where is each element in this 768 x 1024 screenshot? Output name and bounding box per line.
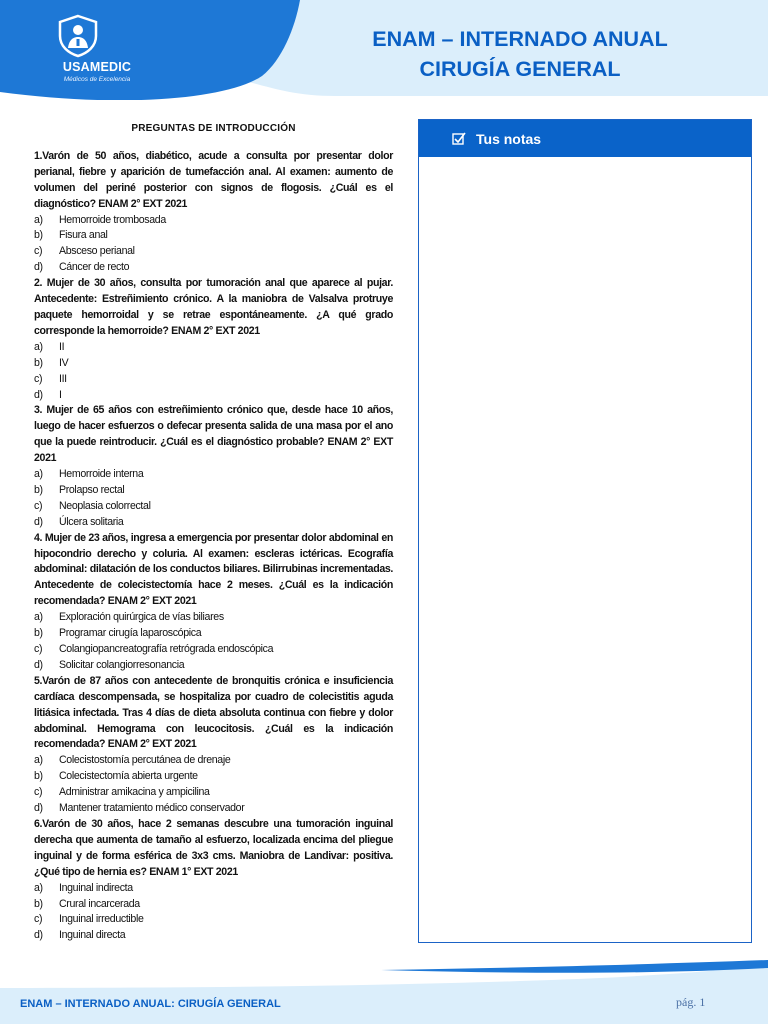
option-text: Colangiopancreatografía retrógrada endoscópica: [59, 643, 274, 655]
option-letter: c): [34, 372, 43, 385]
brand-name: USAMEDIC: [62, 60, 132, 74]
answer-option[interactable]: [34, 912, 393, 928]
option-letter: a): [34, 340, 43, 353]
option-text: Hemorroide interna: [59, 468, 144, 481]
answer-option[interactable]: [34, 769, 393, 785]
section-title: PREGUNTAS DE INTRODUCCIÓN: [131, 123, 296, 134]
answer-option[interactable]: [34, 801, 393, 817]
option-letter: b): [34, 770, 43, 783]
question-block: [34, 276, 393, 403]
option-text: Colecistostomía percutánea de drenaje: [59, 754, 231, 767]
question-text: 2. Mujer de 30 años, consulta por tumoración anal que aparece al pujar. Antecedente: Estreñimiento crónico. A la maniobra de Valsalva protruye paquete hemorroidal y se retrae espontáneamente. ¿A qué grado corresponde la hemorroide? ENAM 2° EXT 2021: [34, 277, 393, 337]
questions-column: [34, 121, 393, 944]
question-text: 6.Varón de 30 años, hace 2 semanas descubre una tumoración inguinal derecha que aumenta de tamaño al esfuerzo, localizada encima del pliegue inguinal y de forma esférica de 3x3 cms. Maniobra de Landivar: positiva. ¿Qué tipo de hernia es? ENAM 1° EXT 2021: [34, 817, 393, 878]
option-letter: a): [34, 754, 43, 767]
option-letter: b): [34, 356, 43, 369]
answer-option[interactable]: [34, 228, 393, 244]
answer-option[interactable]: [34, 388, 393, 404]
option-letter: a): [34, 611, 43, 624]
option-letter: b): [34, 229, 43, 242]
option-letter: c): [34, 643, 43, 655]
option-letter: c): [34, 499, 43, 512]
option-letter: b): [34, 483, 43, 496]
option-text: Absceso perianal: [59, 245, 135, 258]
option-letter: d): [34, 515, 43, 528]
option-text: Inguinal indirecta: [59, 881, 133, 894]
question-text: 1.Varón de 50 años, diabético, acude a consulta por presentar dolor perianal, fiebre y aparición de tumefacción anal. Al examen: aumento de volumen del periné posterior con signos de flogosis. ¿Cuál es el diagnóstico? ENAM 2° EXT 2021: [34, 149, 393, 210]
answer-option[interactable]: [34, 372, 393, 388]
checkbox-icon: [452, 132, 466, 146]
option-letter: d): [34, 929, 43, 942]
usamedic-logo: [56, 14, 138, 94]
option-text: Neoplasia colorrectal: [59, 499, 151, 512]
option-letter: c): [34, 245, 43, 258]
answer-option[interactable]: [34, 356, 393, 372]
answer-option[interactable]: [34, 467, 393, 483]
question-text: 4. Mujer de 23 años, ingresa a emergencia por presentar dolor abdominal en hipocondrio derecho y coluria. Al examen: escleras ictéricas. Ecografía abdominal: dilatación de los conductos biliares. Bilirrubinas incrementadas. Antecedente de colecistectomía hace 2 meses. ¿Cuál es la indicación recomendada? ENAM 2° EXT 2021: [34, 531, 393, 608]
notes-panel[interactable]: [418, 119, 752, 943]
option-text: Hemorroide trombosada: [59, 213, 166, 226]
answer-option[interactable]: [34, 658, 393, 674]
option-text: Prolapso rectal: [59, 483, 125, 496]
option-letter: d): [34, 388, 43, 401]
option-letter: a): [34, 213, 43, 226]
option-text: Solicitar colangiorresonancia: [59, 658, 185, 671]
answer-option[interactable]: [34, 785, 393, 801]
option-letter: d): [34, 658, 43, 671]
page-footer: [0, 960, 768, 1024]
option-letter: b): [34, 627, 43, 640]
shield-doctor-icon: [56, 14, 100, 58]
option-letter: c): [34, 913, 43, 926]
option-letter: a): [34, 881, 43, 894]
footer-wave-icon: [0, 960, 768, 1024]
notes-title: Tus notas: [476, 130, 542, 147]
answer-option[interactable]: [34, 626, 393, 642]
question-block: [34, 149, 393, 276]
answer-option[interactable]: [34, 642, 393, 658]
question-text: 3. Mujer de 65 años con estreñimiento crónico que, desde hace 10 años, luego de hacer esfuerzos o defecar presenta salida de una masa por el ano que la puede reintroducir. ¿Cuál es el diagnóstico probable? ENAM 2° EXT 2021: [34, 404, 393, 465]
option-letter: d): [34, 261, 43, 274]
page-header: [0, 0, 768, 100]
option-text: Exploración quirúrgica de vías biliares: [59, 611, 224, 624]
option-text: Colecistectomía abierta urgente: [59, 770, 198, 783]
notes-header: [419, 120, 751, 157]
answer-option[interactable]: [34, 897, 393, 913]
answer-option[interactable]: [34, 244, 393, 260]
option-letter: d): [34, 802, 43, 815]
answer-option[interactable]: [34, 515, 393, 531]
answer-option[interactable]: [34, 881, 393, 897]
option-letter: c): [34, 786, 43, 799]
option-text: III: [59, 372, 67, 385]
answer-option[interactable]: [34, 483, 393, 499]
question-block: [34, 531, 393, 674]
option-text: Mantener tratamiento médico conservador: [59, 802, 245, 815]
option-text: Crural incarcerada: [59, 897, 140, 910]
answer-option[interactable]: [34, 213, 393, 229]
option-text: Administrar amikacina y ampicilina: [59, 786, 210, 799]
answer-option[interactable]: [34, 610, 393, 626]
option-text: II: [59, 340, 65, 353]
option-text: Úlcera solitaria: [59, 515, 124, 528]
option-text: Inguinal directa: [59, 929, 126, 942]
option-text: Fisura anal: [59, 229, 108, 242]
question-block: [34, 674, 393, 817]
question-block: [34, 403, 393, 530]
option-text: I: [59, 388, 62, 401]
answer-option[interactable]: [34, 260, 393, 276]
title-line-2: CIRUGÍA GENERAL: [419, 57, 621, 81]
option-text: Inguinal irreductible: [59, 913, 144, 926]
option-letter: a): [34, 468, 43, 481]
document-title: [340, 24, 700, 84]
page-number: pág. 1: [676, 995, 706, 1009]
option-text: Programar cirugía laparoscópica: [59, 627, 202, 640]
answer-option[interactable]: [34, 928, 393, 944]
option-text: IV: [59, 356, 69, 369]
option-text: Cáncer de recto: [59, 261, 130, 274]
brand-tagline: Médicos de Excelencia: [63, 76, 131, 83]
answer-option[interactable]: [34, 499, 393, 515]
footer-course-title: ENAM – INTERNADO ANUAL: CIRUGÍA GENERAL: [20, 998, 281, 1010]
title-line-1: ENAM – INTERNADO ANUAL: [372, 27, 668, 51]
question-block: [34, 817, 393, 944]
answer-option[interactable]: [34, 340, 393, 356]
answer-option[interactable]: [34, 753, 393, 769]
question-text: 5.Varón de 87 años con antecedente de bronquitis crónica e insuficiencia cardíaca descompensada, se hospitaliza por cuadro de colecistitis aguda litiásica infectada. Tras 4 días de dieta absoluta continua con fiebre y dolor abdominal. Hemograma con leucocitosis. ¿Cuál es la indicación recomendada? ENAM 2° EXT 2021: [34, 674, 393, 751]
option-letter: b): [34, 897, 43, 910]
